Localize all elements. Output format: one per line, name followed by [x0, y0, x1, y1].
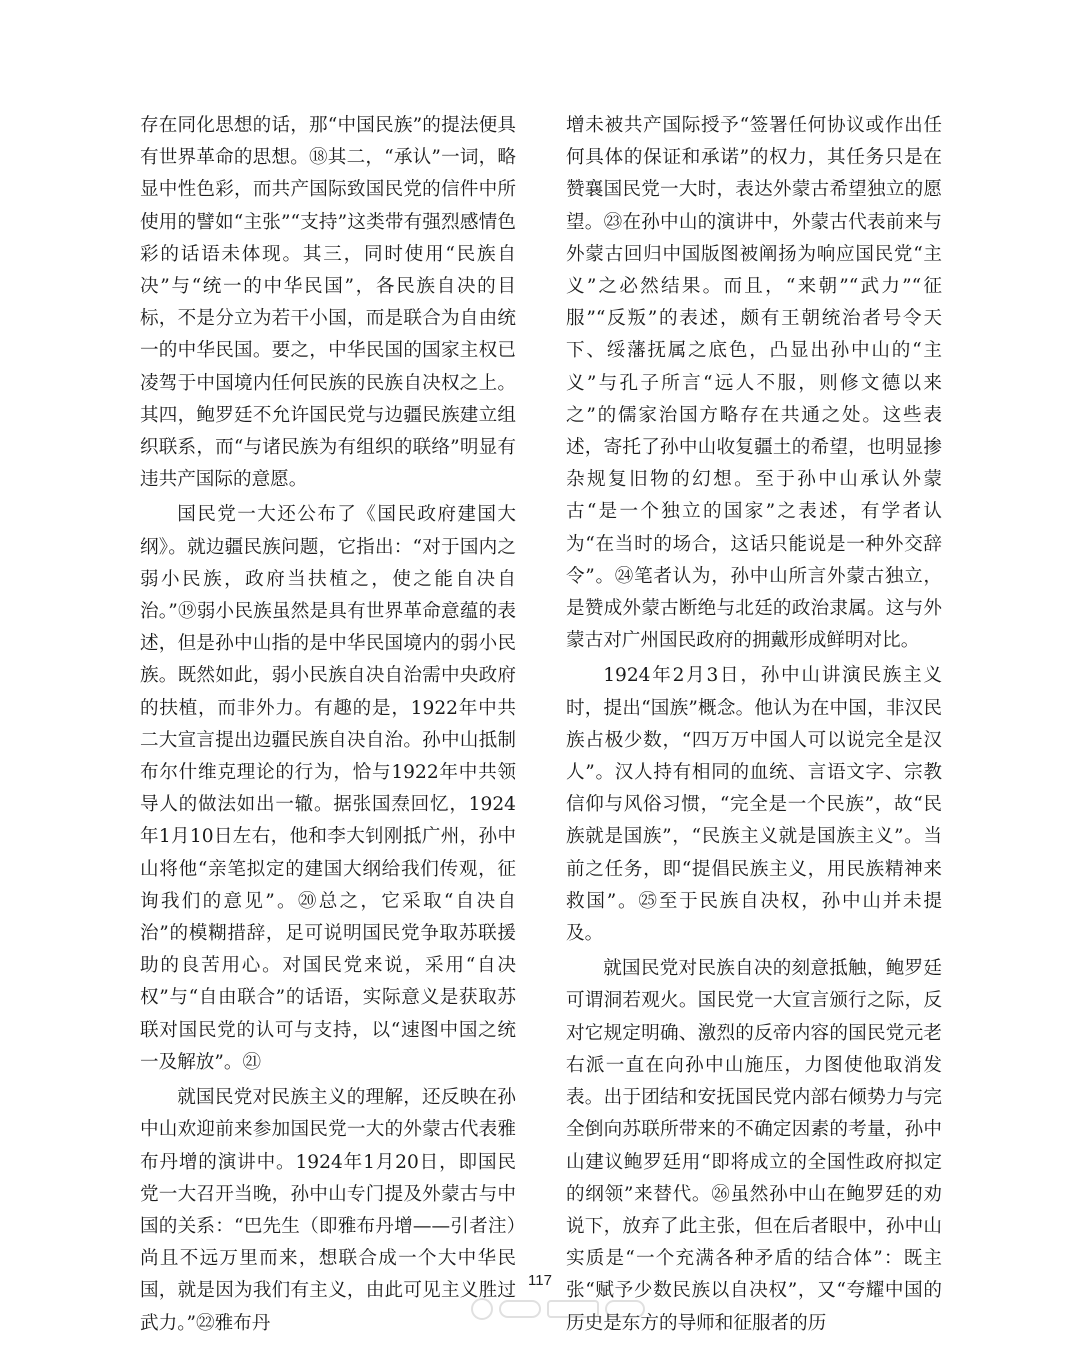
watermark-logo-icon [470, 1296, 650, 1322]
left-paragraph-3: 就国民党对民族主义的理解，还反映在孙中山欢迎前来参加国民党一大的外蒙古代表雅布丹增的演讲中。1924年1月20日，即国民党一大召开当晚，孙中山专门提及外蒙古与中国的关系：“巴先生（即雅布丹增——引者注）尚且不远万里而来，想联合成一个大中华民国，就是因为我们有主义，由此可见主义胜过武力。”㉒雅布丹 [140, 1087, 516, 1334]
left-column [140, 110, 516, 1340]
right-paragraph-3: 就国民党对民族自决的刻意抵触，鲍罗廷可谓洞若观火。国民党一大宣言颁行之际，反对它规定明确、激烈的反帝内容的国民党元老右派一直在向孙中山施压，力图使他取消发表。出于团结和安抚国民党内部右倾势力与完全倒向苏联所带来的不确定因素的考量，孙中山建议鲍罗廷用“即将成立的全国性政府拟定的纲领”来替代。㉖虽然孙中山在鲍罗廷的劝说下，放弃了此主张，但在后者眼中，孙中山实质是“一个充满各种矛盾的结合体”：既主张“赋予少数民族以自决权”，又“夸耀中国的历史是东方的导师和征服者的历 [566, 958, 942, 1334]
right-column [566, 110, 942, 1340]
page-number: 117 [528, 1272, 552, 1289]
right-paragraph-2: 1924年2月3日，孙中山讲演民族主义时，提出“国族”概念。他认为在中国，非汉民族占极少数，“四万万中国人可以说完全是汉人”。汉人持有相同的血统、言语文字、宗教信仰与风俗习惯，“完全是一个民族”，故“民族就是国族”，“民族主义就是国族主义”。当前之任务，即“提倡民族主义，用民族精神来救国”。㉕至于民族自决权，孙中山并未提及。 [566, 665, 942, 945]
left-paragraph-1: 存在同化思想的话，那“中国民族”的提法便具有世界革命的思想。⑱其二，“承认”一词，略显中性色彩，而共产国际致国民党的信件中所使用的譬如“主张”“支持”这类带有强烈感情色彩的话语未体现。其三，同时使用“民族自决”与“统一的中华民国”，各民族自决的目标，不是分立为若干小国，而是联合为自由统一的中华民国。要之，中华民国的国家主权已凌驾于中国境内任何民族的民族自决权之上。其四，鲍罗廷不允许国民党与边疆民族建立组织联系，而“与诸民族为有组织的联络”明显有违共产国际的意愿。 [140, 115, 516, 491]
right-paragraph-1: 增未被共产国际授予“签署任何协议或作出任何具体的保证和承诺”的权力，其任务只是在赞襄国民党一大时，表达外蒙古希望独立的愿望。㉓在孙中山的演讲中，外蒙古代表前来与外蒙古回归中国版图被阐扬为响应国民党“主义”之必然结果。而且，“来朝”“武力”“征服”“反叛”的表述，颇有王朝统治者号令天下、绥藩抚属之底色，凸显出孙中山的“主义”与孔子所言“远人不服，则修文德以来之”的儒家治国方略存在共通之处。这些表述，寄托了孙中山收复疆土的希望，也明显掺杂规复旧物的幻想。至于孙中山承认外蒙古“是一个独立的国家”之表述，有学者认为“在当时的场合，这话只能说是一种外交辞令”。㉔笔者认为，孙中山所言外蒙古独立，是赞成外蒙古断绝与北廷的政治隶属。这与外蒙古对广州国民政府的拥戴形成鲜明对比。 [566, 115, 942, 652]
left-paragraph-2: 国民党一大还公布了《国民政府建国大纲》。就边疆民族问题，它指出：“对于国内之弱小民族，政府当扶植之，使之能自决自治。”⑲弱小民族虽然是具有世界革命意蕴的表述，但是孙中山指的是中华民国境内的弱小民族。既然如此，弱小民族自决自治需中央政府的扶植，而非外力。有趣的是，1922年中共二大宣言提出边疆民族自决自治。孙中山抵制布尔什维克理论的行为，恰与1922年中共领导人的做法如出一辙。据张国焘回忆，1924年1月10日左右，他和李大钊刚抵广州，孙中山将他“亲笔拟定的建国大纲给我们传观，征询我们的意见”。⑳总之，它采取“自决自治”的模糊措辞，足可说明国民党争取苏联援助的良苦用心。对国民党来说，采用“自决权”与“自由联合”的话语，实际意义是获取苏联对国民党的认可与支持，以“速图中国之统一及解放”。㉑ [140, 504, 516, 1073]
